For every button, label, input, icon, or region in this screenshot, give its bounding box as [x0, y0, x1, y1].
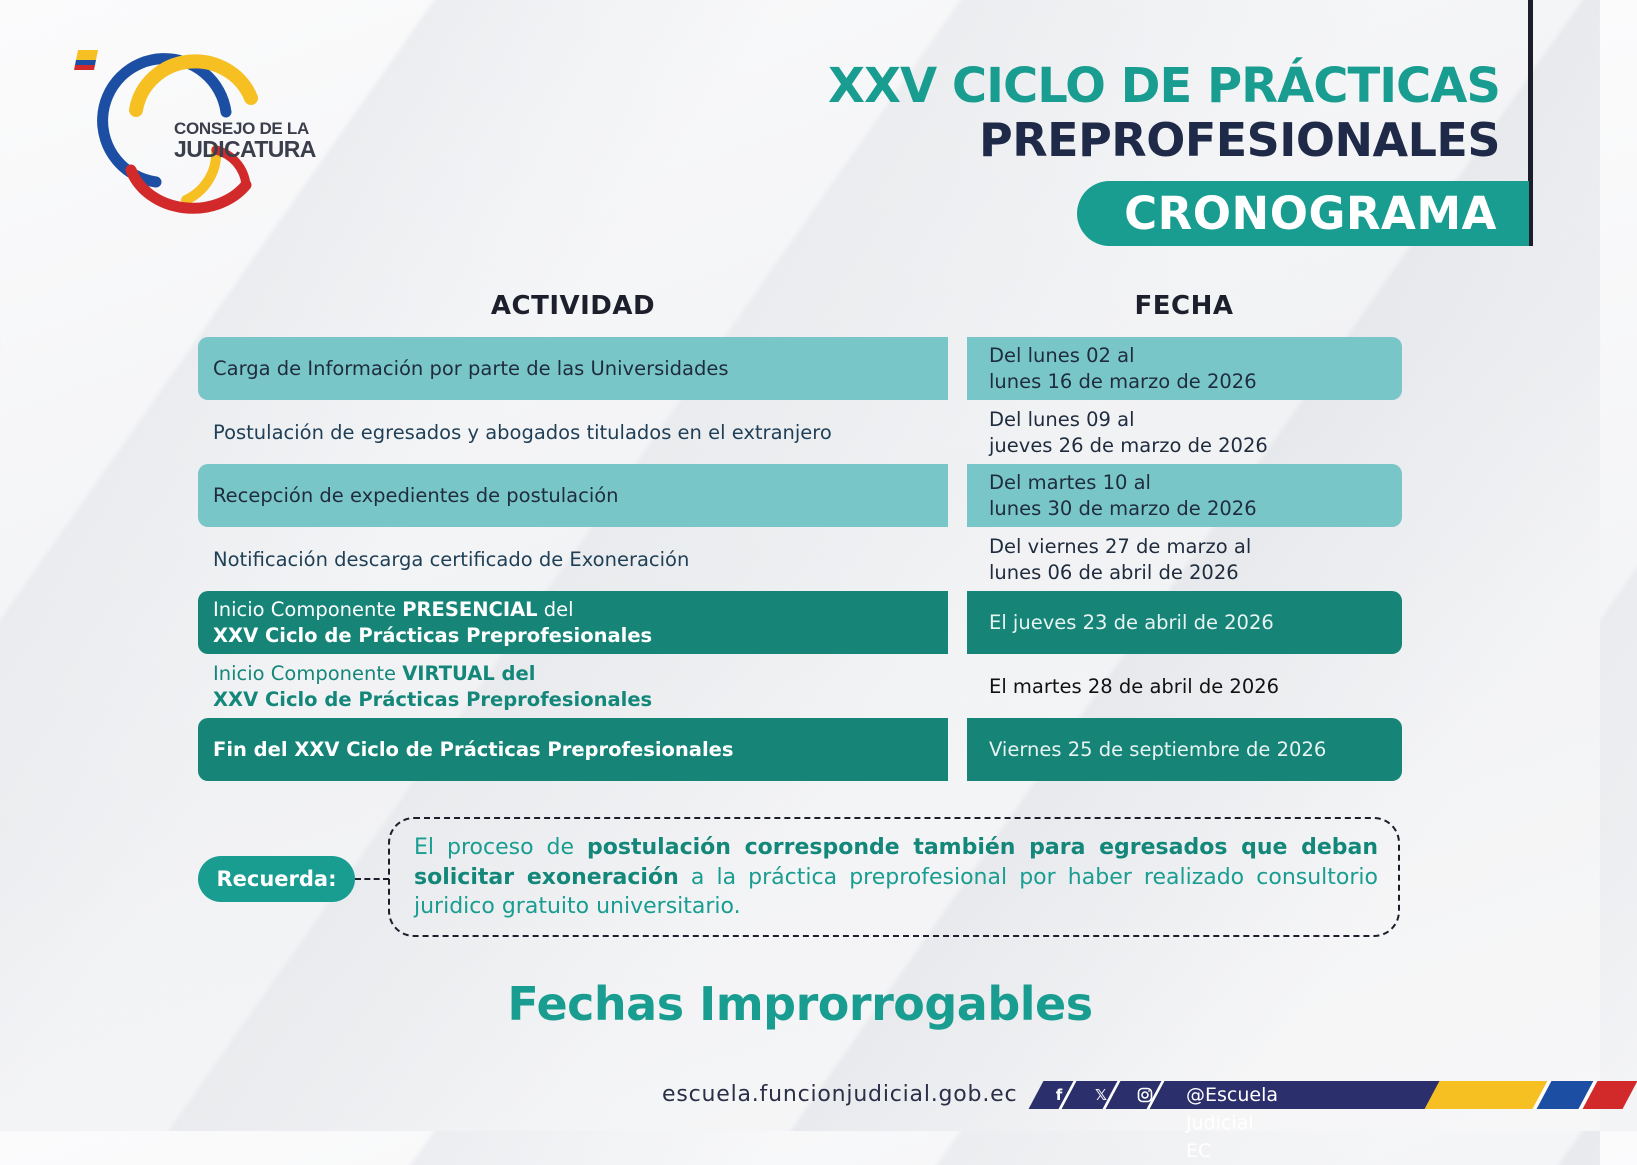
activity-text: Inicio Componente [213, 661, 403, 685]
date-cell [967, 655, 1402, 718]
title-line-2: PREPROFESIONALES [979, 113, 1500, 167]
activity-text: Inicio Componente [213, 597, 403, 621]
activity-text: Postulación de egresados y abogados titulados en el extranjero [213, 420, 832, 444]
activity-cell [198, 401, 948, 464]
logo-line-1: CONSEJO DE LA [174, 119, 309, 138]
title-line-1: XXV CICLO DE PRÁCTICAS [828, 58, 1500, 114]
column-header-activity: ACTIVIDAD [490, 291, 656, 321]
reminder-text: a la práctica preprofesional por haber realizado consultorio juridico gratuito universitario. [414, 864, 1378, 919]
social-handle[interactable]: @Escuela Judicial EC [1186, 1084, 1279, 1162]
table-row [198, 464, 1402, 527]
table-row [198, 655, 1402, 718]
activity-bold-text: XXV Ciclo de Prácticas Preprofesionales [213, 623, 653, 647]
table-row [198, 401, 1402, 464]
instagram-icon[interactable] [1132, 1081, 1158, 1109]
column-header-date: FECHA [1134, 291, 1234, 321]
date-text-line-2: jueves 26 de marzo de 2026 [989, 433, 1268, 457]
recuerda-label: Recuerda: [198, 856, 355, 902]
date-text-line-2: lunes 16 de marzo de 2026 [989, 369, 1257, 393]
table-row [198, 528, 1402, 591]
flag-stripe-yellow [1425, 1081, 1548, 1109]
activity-cell [198, 591, 948, 654]
activity-text: del [537, 597, 574, 621]
reminder-box [388, 817, 1400, 937]
reminder-bold-text: postulación corresponde también para egresados que deban solicitar exoneración [414, 835, 1378, 890]
date-text: El jueves 23 de abril de 2026 [989, 610, 1274, 634]
date-text: Viernes 25 de septiembre de 2026 [989, 737, 1327, 761]
activity-bold-text: VIRTUAL del [402, 661, 536, 685]
recuerda-connector [355, 878, 389, 880]
reminder-text: El proceso de [414, 835, 588, 860]
date-text-line-2: lunes 06 de abril de 2026 [989, 560, 1239, 584]
page-title [828, 58, 1500, 166]
date-cell [967, 464, 1402, 527]
consejo-judicatura-logo [76, 50, 346, 215]
activity-text: Carga de Información por parte de las Universidades [213, 356, 729, 380]
facebook-icon[interactable]: f [1055, 1086, 1063, 1104]
activity-text: Notificación descarga certificado de Exoneración [213, 547, 690, 571]
activity-cell [198, 337, 948, 400]
date-cell [967, 337, 1402, 400]
activity-cell [198, 655, 948, 718]
date-cell [967, 718, 1402, 781]
table-row [198, 718, 1402, 781]
activity-cell [198, 718, 948, 781]
x-icon[interactable]: 𝕏 [1094, 1086, 1108, 1104]
date-text-line-1: Del viernes 27 de marzo al [989, 534, 1252, 558]
date-cell [967, 528, 1402, 591]
date-text-line-1: Del lunes 09 al [989, 407, 1135, 431]
table-row [198, 337, 1402, 400]
fechas-improrrogables-note: Fechas Improrrogables [507, 977, 1093, 1031]
activity-cell [198, 464, 948, 527]
activity-text: Recepción de expedientes de postulación [213, 483, 619, 507]
date-text: El martes 28 de abril de 2026 [989, 674, 1280, 698]
activity-cell [198, 528, 948, 591]
activity-bold-text: XXV Ciclo de Prácticas Preprofesionales [213, 687, 653, 711]
ecuador-flag-icon [76, 50, 98, 70]
date-text-line-1: Del martes 10 al [989, 470, 1151, 494]
cronograma-badge: CRONOGRAMA [1077, 181, 1529, 246]
activity-bold-text: PRESENCIAL [402, 597, 538, 621]
website-link[interactable]: escuela.funcionjudicial.gob.ec [662, 1082, 1018, 1107]
date-text-line-1: Del lunes 02 al [989, 343, 1135, 367]
table-row [198, 591, 1402, 654]
date-cell [967, 591, 1402, 654]
date-cell [967, 401, 1402, 464]
logo-line-2: JUDICATURA [174, 136, 316, 162]
date-text-line-2: lunes 30 de marzo de 2026 [989, 496, 1257, 520]
activity-bold-text: Fin del XXV Ciclo de Prácticas Preprofesionales [213, 737, 734, 761]
